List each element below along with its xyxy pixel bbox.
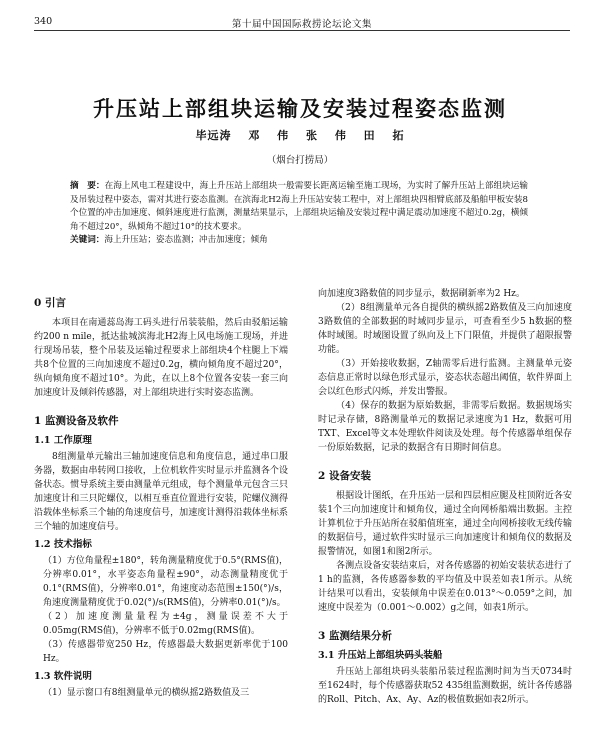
software-list bbox=[34, 686, 288, 700]
section-0-paragraph: 本项目在南通蕊岛海工码头进行吊装装船，然后由驳船运输约200 n mile，抵达盐城滨海北H2海上风电场施工现场，并进行现场吊装，整个吊装及运输过程要求上部组块4个柱腿上下端共8个位置的三向加速度不超过0.2g，横向倾角度不超过20°，纵向倾角度不超过10°。为此，在以上8个位置各安装一套三向加速度计及倾斜传感器，对上部组块进行实时姿态监测。 bbox=[34, 318, 288, 398]
journal-title: 第十届中国国际救捞论坛论文集 bbox=[231, 19, 372, 30]
authors: 毕远涛 邓 伟 张 伟 田 拓 bbox=[195, 129, 405, 142]
section-3-heading: 3 监测结果分析 bbox=[318, 630, 392, 642]
section-3-1-heading: 3.1 升压站上部组块码头装船 bbox=[318, 650, 443, 661]
section-1-heading: 1 监测设备及软件 bbox=[34, 415, 119, 427]
section-1-2-heading: 1.2 技术指标 bbox=[34, 539, 92, 550]
section-1-1-heading: 1.1 工作原理 bbox=[34, 435, 92, 446]
section-3-1-paragraph: 升压站上部组块码头装船吊装过程监测时间为当天0734时至1624时，每个传感器获取52 435组监测数据，统计各传感器的Roll、Pitch、Ax、Ay、Az的极值数据如表2所示。 bbox=[318, 667, 572, 705]
list-item: （1）显示窗口有8组测量单元的横纵摇2路数值及三 bbox=[43, 688, 250, 698]
keywords-text: 海上升压站；姿态监测；冲击加速度；倾角 bbox=[104, 235, 268, 245]
paper-title: 升压站上部组块运输及安装过程姿态监测 bbox=[93, 96, 507, 121]
section-2-heading: 2 设备安装 bbox=[318, 470, 371, 482]
list-item: （3）传感器带宽250 Hz，传感器最大数据更新率优于100 Hz。 bbox=[43, 640, 288, 664]
list-item: （3）开始接收数据，Z轴需零后进行监测。主测量单元姿态信息正常时以绿色形式显示，姿态状态超出阈值，软件界面上会以红色形式闪烁，并发出警报。 bbox=[318, 359, 572, 397]
right-column bbox=[318, 287, 572, 707]
page-number: 340 bbox=[34, 16, 53, 27]
tech-spec-list bbox=[34, 554, 288, 666]
section-1-1-paragraph: 8组测量单元输出三轴加速度信息和角度信息，通过串口服务器，数据由串转网口接收，上位机软件实时显示并监测各个设备状态。惯导系统主要由测量单元组成，每个测量单元包含三只加速度计和三只陀螺仪，以相互垂直位置进行安装，陀螺仪测得沿载体坐标系三个轴的角速度信号，加速度计测得沿载体坐标系三个轴的加速度信号。 bbox=[34, 452, 288, 532]
page-header bbox=[34, 14, 570, 31]
list-item: （1）方位角量程±180°，转角测量精度优于0.5°(RMS值)，分辨率0.01°，水平姿态角量程±90°，动态测量精度优于0.1°(RMS值)，分辨率0.01°，角速度动态范围±150(°)/s，角速度测量精度优于0.02(°)/s(RMS值)，分辨率0.01(°)/s。 bbox=[43, 556, 288, 608]
affiliation: （烟台打捞局） bbox=[266, 155, 334, 166]
keywords-label: 关键词： bbox=[70, 235, 105, 245]
section-2-paragraph-2: 各测点设备安装结束后，对各传感器的初始安装状态进行了1 h的监测，各传感器参数的平均值及中误差如表1所示。从统计结果可以看出，安装倾角中误差在0.013°～0.059°之间，加速度中误差为（0.001～0.002）g之间，如表1所示。 bbox=[318, 561, 572, 613]
section-1-3-heading: 1.3 软件说明 bbox=[34, 671, 92, 682]
section-2-paragraph-1: 根据设计图纸，在升压站一层和四层相应腿及柱顶附近各安装1个三向加速度计和倾角仪，通过全向网桥船端出数据。主控计算机位于升压站所在驳船值班室，通过全向网桥接收无线传输的数据信号，通过软件实时显示三向加速度计和倾角仪的数据及报警情况，如图1和图2所示。 bbox=[318, 491, 572, 557]
list-item-continuation: 向加速度3路数值的同步显示，数据刷新率为2 Hz。 bbox=[318, 289, 525, 299]
abstract-text: 在海上风电工程建设中，海上升压站上部组块一般需要长距离运输至施工现场，为实时了解升压站上部组块运输及吊装过程中姿态，需对其进行姿态监测。在滨海北H2海上升压站安装工程中，对上部组块四相臂底部及船舶甲板安装8个位置的冲击加速度、倾斜速度进行监测，测量结果显示，上部组块运输及安装过程中满足震动加速度不超过0.2g，横倾角不超过20°，纵倾角不超过10°的技术要求。 bbox=[70, 181, 528, 232]
left-column bbox=[34, 288, 288, 700]
list-item: （2）加速度测量量程为±4g，测量误差不大于0.05mg(RMS值)，分辨率不低于0.02mg(RMS值)。 bbox=[43, 612, 288, 636]
abstract-label: 摘 要： bbox=[70, 181, 105, 191]
abstract bbox=[70, 180, 528, 248]
section-0-heading: 0 引言 bbox=[34, 297, 66, 309]
list-item: （4）保存的数据为原始数据，非需零后数据。数据规场实时记录存储，8路测量单元的数据记录速度为1 Hz，数据可用TXT、Excel等文本处理软件阅读及处理。每个传感器单组保存一份原始数据，记录的数据含有日期时间信息。 bbox=[318, 401, 572, 453]
list-item: （2）8组测量单元各自提供的横纵摇2路数值及三向加速度3路数值的全部数据的时域同步显示，可查看至少5 h数据的整体时域图。时域图设置了纵向及上下门限值，并提供了超限报警功能。 bbox=[318, 303, 572, 355]
